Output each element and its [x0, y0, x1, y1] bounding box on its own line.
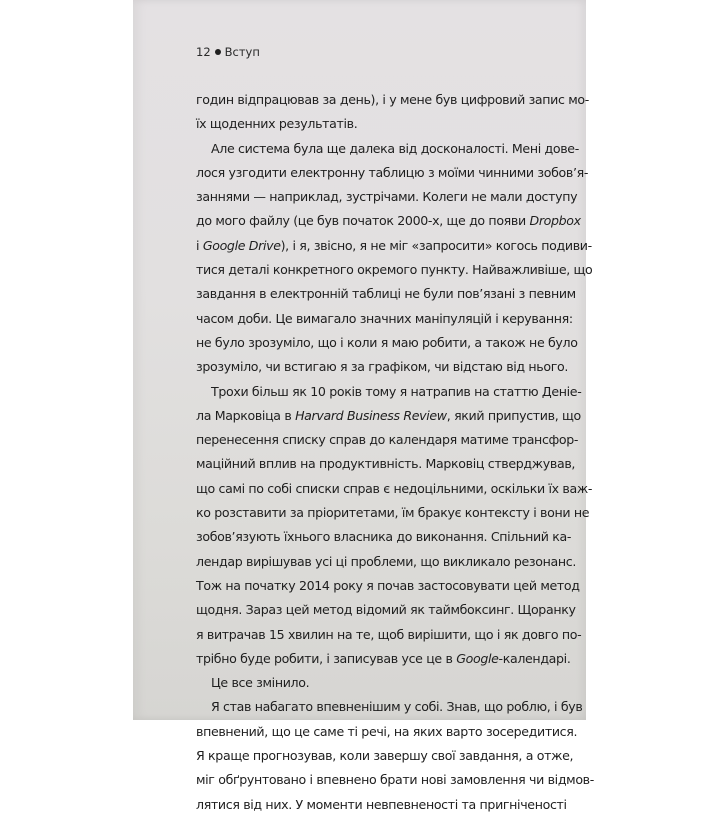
text-line: що самі по собі списки справ є недоцільними, оскільки їх важ- [196, 480, 593, 496]
text-line: завдання в електронній таблиці не були пов’язані з певним [196, 286, 576, 302]
text-line: впевнений, що це саме ті речі, на яких варто зосередитися. [196, 723, 578, 739]
text-line: я витрачав 15 хвилин на те, щоб вирішити, що і як довго по- [196, 626, 582, 642]
text-line: лятися від них. У моменти невпевненості та пригніченості [196, 796, 567, 812]
text-line: міг обґрунтовано і впевнено брати нові замовлення чи відмов- [196, 772, 594, 788]
text-line: ла Марковіца в Harvard Business Review, який припустив, що [196, 407, 581, 423]
text-line: зрозуміло, чи встигаю я за графіком, чи відстаю від нього. [196, 359, 569, 375]
body-text [196, 88, 594, 817]
text-line: маційний вплив на продуктивність. Марковіц стверджував, [196, 456, 576, 472]
italic-term: Harvard Business Review [295, 407, 447, 423]
text-line: Я краще прогнозував, коли завершу свої завдання, а отже, [196, 748, 574, 764]
text-line: часом доби. Це вимагало значних маніпуляцій і керування: [196, 310, 573, 326]
page-number: 12 [196, 45, 211, 59]
text-line: Тож на початку 2014 року я почав застосовувати цей метод [196, 577, 580, 593]
text-line: їх щоденних результатів. [196, 116, 358, 132]
text-line: і Google Drive), і я, звісно, я не міг «запросити» когось подиви- [196, 237, 592, 253]
text-line: не було зрозуміло, що і коли я маю робити, а також не було [196, 334, 578, 350]
text-line: зобов’язують їхнього власника до виконання. Спільний ка- [196, 529, 572, 545]
section-title: Вступ [224, 45, 260, 59]
text-line: щодня. Зараз цей метод відомий як таймбоксинг. Щоранку [196, 602, 576, 618]
text-line: годин відпрацював за день), і у мене був цифровий запис мо- [196, 92, 589, 107]
text-line: лендар вирішував усі ці проблеми, що викликало резонанс. [196, 553, 576, 569]
text-line: лося узгодити електронну таблицю з моїми чинними зобов’я- [196, 164, 589, 180]
text-line: тися деталі конкретного окремого пункту. Найважливіше, що [196, 262, 593, 278]
italic-term: Dropbox [529, 213, 581, 229]
text-line: до мого файлу (це був початок 2000-х, ще до появи Dropbox [196, 213, 581, 229]
italic-term: Google Drive [202, 237, 281, 253]
text-line: Але система була ще далека від досконалості. Мені дове- [211, 140, 579, 156]
bullet-icon [215, 49, 221, 55]
text-line: трібно буде робити, і записував усе це в Google-календарі. [196, 650, 571, 666]
text-line: перенесення списку справ до календаря матиме трансфор- [196, 432, 579, 448]
text-line: Я став набагато впевненішим у собі. Знав, що роблю, і був [211, 699, 583, 715]
italic-term: Google [456, 650, 499, 666]
text-line: ко розставити за пріоритетами, їм бракує контексту і вони не [196, 505, 590, 521]
text-line: заннями — наприклад, зустрічами. Колеги не мали доступу [196, 189, 578, 205]
text-line: Це все змінило. [211, 675, 310, 691]
running-head [196, 45, 260, 59]
text-line: Трохи більш як 10 років тому я натрапив на статтю Деніе- [211, 383, 582, 399]
book-page [133, 0, 594, 812]
